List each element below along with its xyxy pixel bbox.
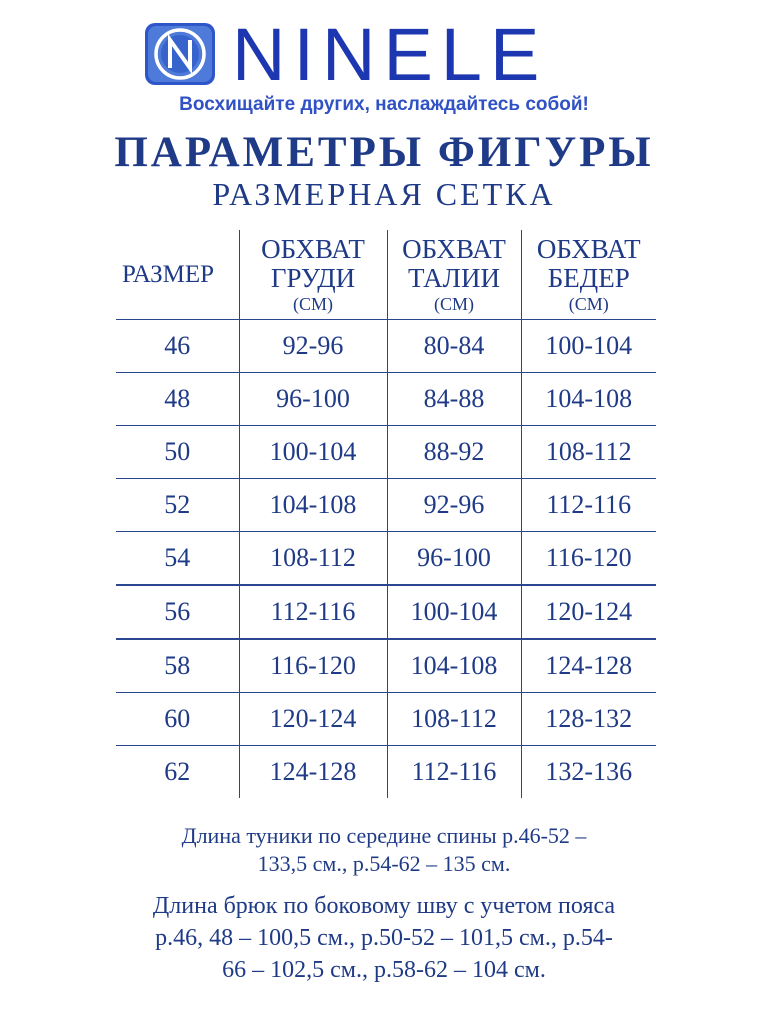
trousers-note-line: Длина брюк по боковому шву с учетом пояса bbox=[152, 893, 616, 919]
header-bust-line1: ОБХВАТ bbox=[261, 233, 365, 264]
cell-waist: 96-100 bbox=[387, 532, 521, 586]
brand-tagline: Восхищайте других, наслаждайтесь собой! bbox=[179, 94, 589, 115]
cell-size: 54 bbox=[116, 532, 239, 586]
cell-hips: 104-108 bbox=[521, 373, 656, 426]
tunic-note-line: Длина туники по середине спины р.46-52 – bbox=[181, 823, 587, 848]
table-row bbox=[116, 426, 656, 479]
cell-waist: 104-108 bbox=[387, 639, 521, 693]
cell-bust: 112-116 bbox=[239, 585, 387, 639]
table-header-row bbox=[116, 230, 656, 320]
page-subtitle: РАЗМЕРНАЯ СЕТКА bbox=[212, 176, 556, 212]
n-monogram-icon bbox=[144, 22, 216, 86]
table-row bbox=[116, 373, 656, 426]
cell-hips: 128-132 bbox=[521, 693, 656, 746]
cell-waist: 112-116 bbox=[387, 746, 521, 799]
cell-bust: 108-112 bbox=[239, 532, 387, 586]
header-size: РАЗМЕР bbox=[116, 230, 239, 320]
table-row bbox=[116, 639, 656, 693]
table-row bbox=[116, 585, 656, 639]
cell-hips: 116-120 bbox=[521, 532, 656, 586]
table-row bbox=[116, 532, 656, 586]
header-hips-unit: (СМ) bbox=[568, 293, 609, 314]
cell-bust: 100-104 bbox=[239, 426, 387, 479]
cell-hips: 108-112 bbox=[521, 426, 656, 479]
table-row bbox=[116, 693, 656, 746]
cell-size: 46 bbox=[116, 320, 239, 373]
cell-size: 56 bbox=[116, 585, 239, 639]
cell-size: 48 bbox=[116, 373, 239, 426]
header-waist-line1: ОБХВАТ bbox=[402, 233, 506, 264]
table-row bbox=[116, 479, 656, 532]
cell-size: 62 bbox=[164, 757, 191, 786]
cell-hips: 112-116 bbox=[521, 479, 656, 532]
size-chart-table bbox=[116, 230, 656, 798]
cell-hips: 100-104 bbox=[521, 320, 656, 373]
cell-waist: 100-104 bbox=[387, 585, 521, 639]
tunic-note-line: 133,5 см., р.54-62 – 135 см. bbox=[257, 851, 511, 876]
cell-bust: 124-128 bbox=[239, 746, 387, 799]
cell-waist: 92-96 bbox=[387, 479, 521, 532]
cell-bust: 120-124 bbox=[239, 693, 387, 746]
header-hips bbox=[521, 230, 656, 320]
trousers-length-note bbox=[0, 890, 768, 986]
cell-size: 50 bbox=[116, 426, 239, 479]
cell-size: 52 bbox=[116, 479, 239, 532]
tunic-length-note bbox=[0, 822, 768, 878]
cell-bust: 92-96 bbox=[239, 320, 387, 373]
table-row bbox=[116, 320, 656, 373]
header-bust bbox=[239, 230, 387, 320]
header-waist-unit: (СМ) bbox=[434, 293, 474, 314]
cell-bust: 116-120 bbox=[239, 639, 387, 693]
cell-size: 58 bbox=[116, 639, 239, 693]
header-waist-line2: ТАЛИИ bbox=[408, 262, 500, 293]
table-row bbox=[116, 746, 656, 799]
cell-bust: 96-100 bbox=[239, 373, 387, 426]
trousers-note-line: р.46, 48 – 100,5 см., р.50-52 – 101,5 см., р.54- bbox=[155, 925, 613, 951]
header-hips-line2: БЕДЕР bbox=[547, 262, 630, 293]
cell-waist: 80-84 bbox=[387, 320, 521, 373]
header-bust-unit: (СМ) bbox=[293, 293, 333, 314]
page-title: ПАРАМЕТРЫ ФИГУРЫ bbox=[114, 129, 654, 176]
cell-waist: 88-92 bbox=[387, 426, 521, 479]
brand-logo bbox=[140, 13, 640, 96]
brand-name: NINELE bbox=[232, 13, 548, 96]
cell-hips: 120-124 bbox=[521, 585, 656, 639]
cell-bust: 104-108 bbox=[239, 479, 387, 532]
size-table-body bbox=[116, 320, 656, 799]
header-bust-line2: ГРУДИ bbox=[270, 262, 356, 293]
cell-size: 60 bbox=[116, 693, 239, 746]
cell-waist: 84-88 bbox=[387, 373, 521, 426]
header-hips-line1: ОБХВАТ bbox=[536, 233, 641, 264]
cell-hips: 124-128 bbox=[521, 639, 656, 693]
header-waist bbox=[387, 230, 521, 320]
cell-waist: 108-112 bbox=[387, 693, 521, 746]
trousers-note-line: 66 – 102,5 см., р.58-62 – 104 см. bbox=[222, 957, 546, 983]
cell-hips: 132-136 bbox=[521, 746, 656, 799]
